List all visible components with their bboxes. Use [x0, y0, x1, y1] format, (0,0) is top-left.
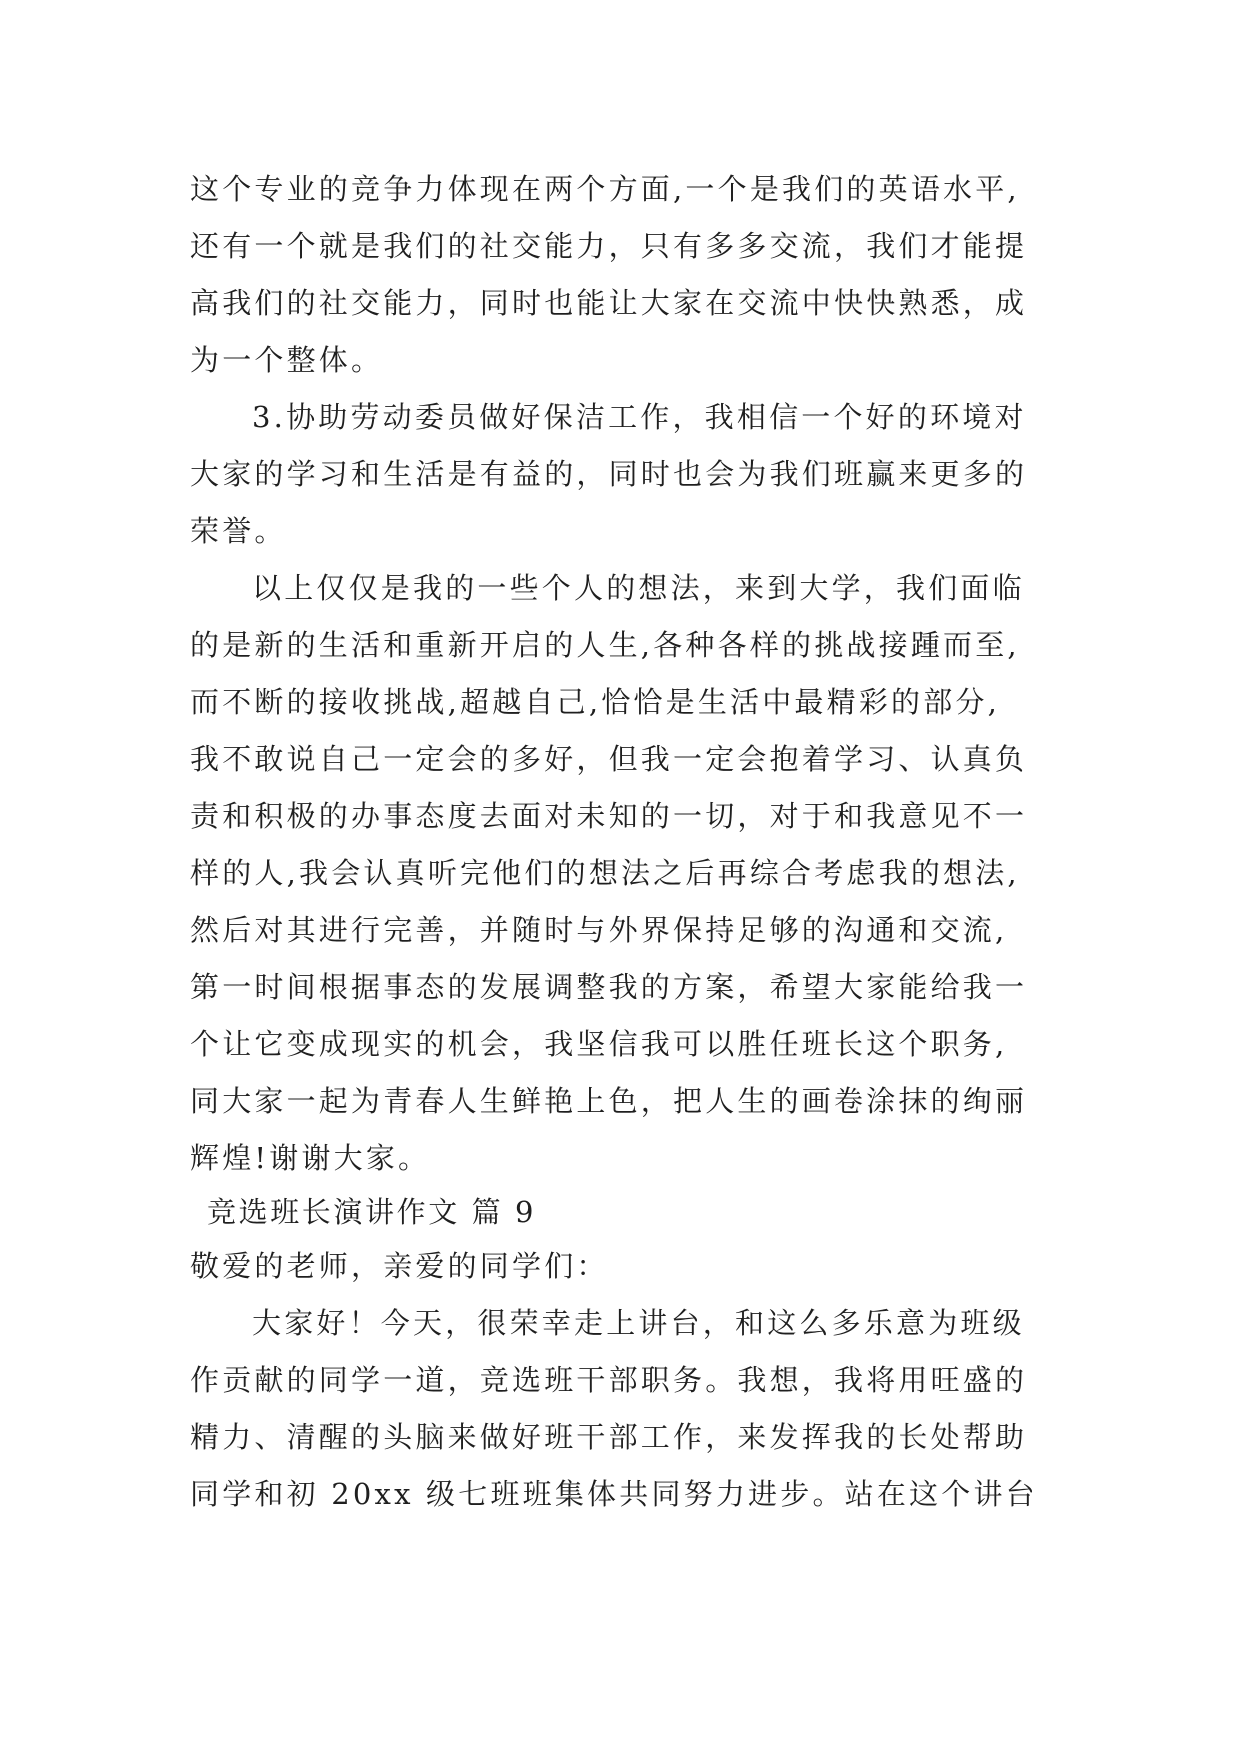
paragraph-line: 荣誉。 [190, 514, 287, 548]
speech-line: 精力、清醒的头脑来做好班干部工作，来发挥我的长处帮助 [190, 1420, 1028, 1454]
paragraph-line: 这个专业的竞争力体现在两个方面,一个是我们的英语水平, [190, 172, 1020, 206]
paragraph-line: 还有一个就是我们的社交能力，只有多多交流，我们才能提 [190, 229, 1028, 263]
salutation: 敬爱的老师，亲爱的同学们： [190, 1249, 609, 1283]
paragraph-line: 然后对其进行完善，并随时与外界保持足够的沟通和交流, [190, 913, 1008, 947]
paragraph-line: 而不断的接收挑战,超越自己,恰恰是生活中最精彩的部分, [190, 685, 1001, 719]
paragraph-line: 责和积极的办事态度去面对未知的一切，对于和我意见不一 [190, 799, 1028, 833]
paragraph-line: 大家的学习和生活是有益的，同时也会为我们班赢来更多的 [190, 457, 1028, 491]
paragraph-line: 第一时间根据事态的发展调整我的方案，希望大家能给我一 [190, 970, 1028, 1004]
paragraph-line: 个让它变成现实的机会，我坚信我可以胜任班长这个职务, [190, 1027, 1008, 1061]
paragraph-line: 高我们的社交能力，同时也能让大家在交流中快快熟悉，成 [190, 286, 1028, 320]
paragraph-line: 以上仅仅是我的一些个人的想法，来到大学，我们面临 [252, 571, 1025, 605]
paragraph-line: 辉煌!谢谢大家。 [190, 1141, 431, 1175]
speech-line: 同学和初 20xx 级七班班集体共同努力进步。站在这个讲台 [190, 1477, 1038, 1511]
speech-line: 大家好！今天，很荣幸走上讲台，和这么多乐意为班级 [252, 1306, 1025, 1340]
paragraph-line: 我不敢说自己一定会的多好，但我一定会抱着学习、认真负 [190, 742, 1028, 776]
paragraph-line: 的是新的生活和重新开启的人生,各种各样的挑战接踵而至, [190, 628, 1020, 662]
paragraph-line: 为一个整体。 [190, 343, 384, 377]
paragraph-line: 样的人,我会认真听完他们的想法之后再综合考虑我的想法, [190, 856, 1020, 890]
speech-line: 作贡献的同学一道，竞选班干部职务。我想，我将用旺盛的 [190, 1363, 1028, 1397]
paragraph-line: 3.协助劳动委员做好保洁工作，我相信一个好的环境对 [252, 400, 1027, 434]
section-heading: 竞选班长演讲作文 篇 9 [207, 1195, 537, 1229]
paragraph-line: 同大家一起为青春人生鲜艳上色，把人生的画卷涂抹的绚丽 [190, 1084, 1028, 1118]
